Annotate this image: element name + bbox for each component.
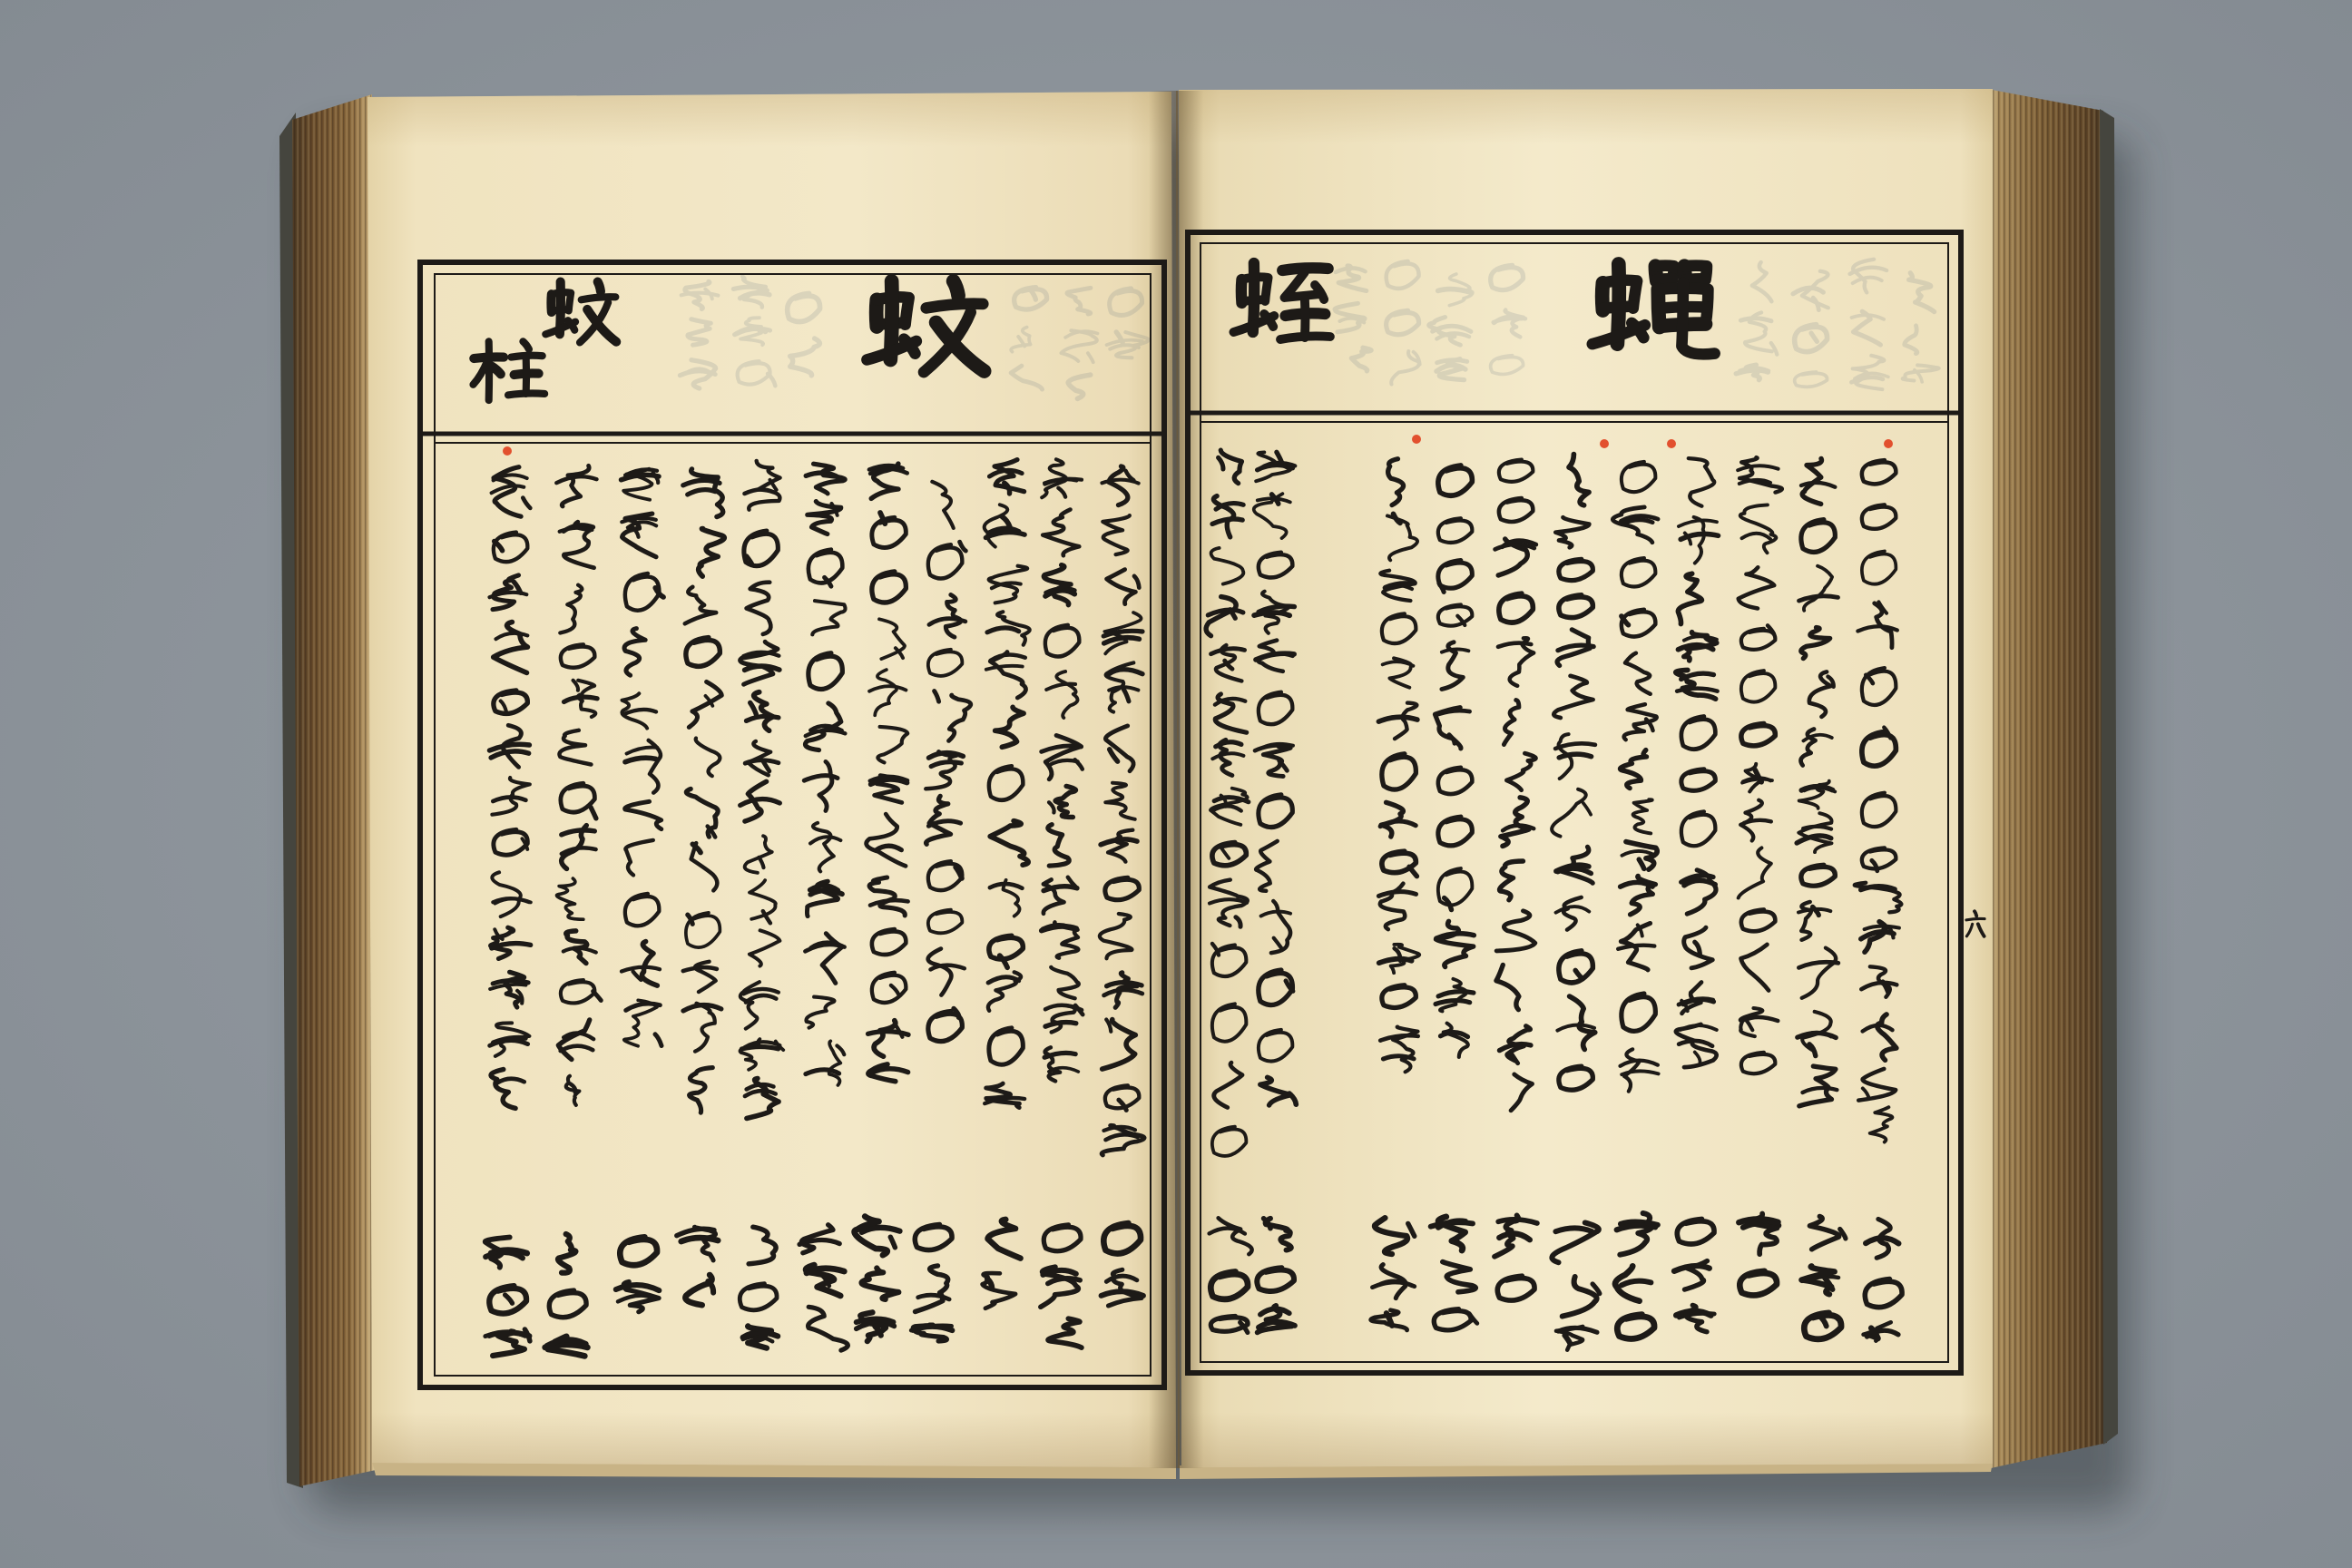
reading-mark-dot [1600, 439, 1609, 448]
brush-stroke [582, 297, 616, 299]
brush-stroke [1305, 299, 1306, 338]
brush-stroke [926, 304, 984, 309]
reading-mark-dot [1412, 435, 1421, 444]
reading-mark-dot [1667, 439, 1676, 448]
gutter-shadow [1149, 91, 1203, 1468]
right-page-edges [1987, 89, 2118, 1468]
reading-mark-dot [503, 446, 512, 456]
left-page-edges [279, 94, 376, 1488]
brush-stroke [1280, 336, 1330, 339]
brush-stroke [598, 282, 601, 292]
brush-stroke [508, 393, 544, 395]
reading-mark-dot [1884, 439, 1893, 448]
brush-stroke [1966, 918, 1984, 919]
brush-stroke [1975, 911, 1976, 916]
brush-stroke [954, 281, 958, 296]
